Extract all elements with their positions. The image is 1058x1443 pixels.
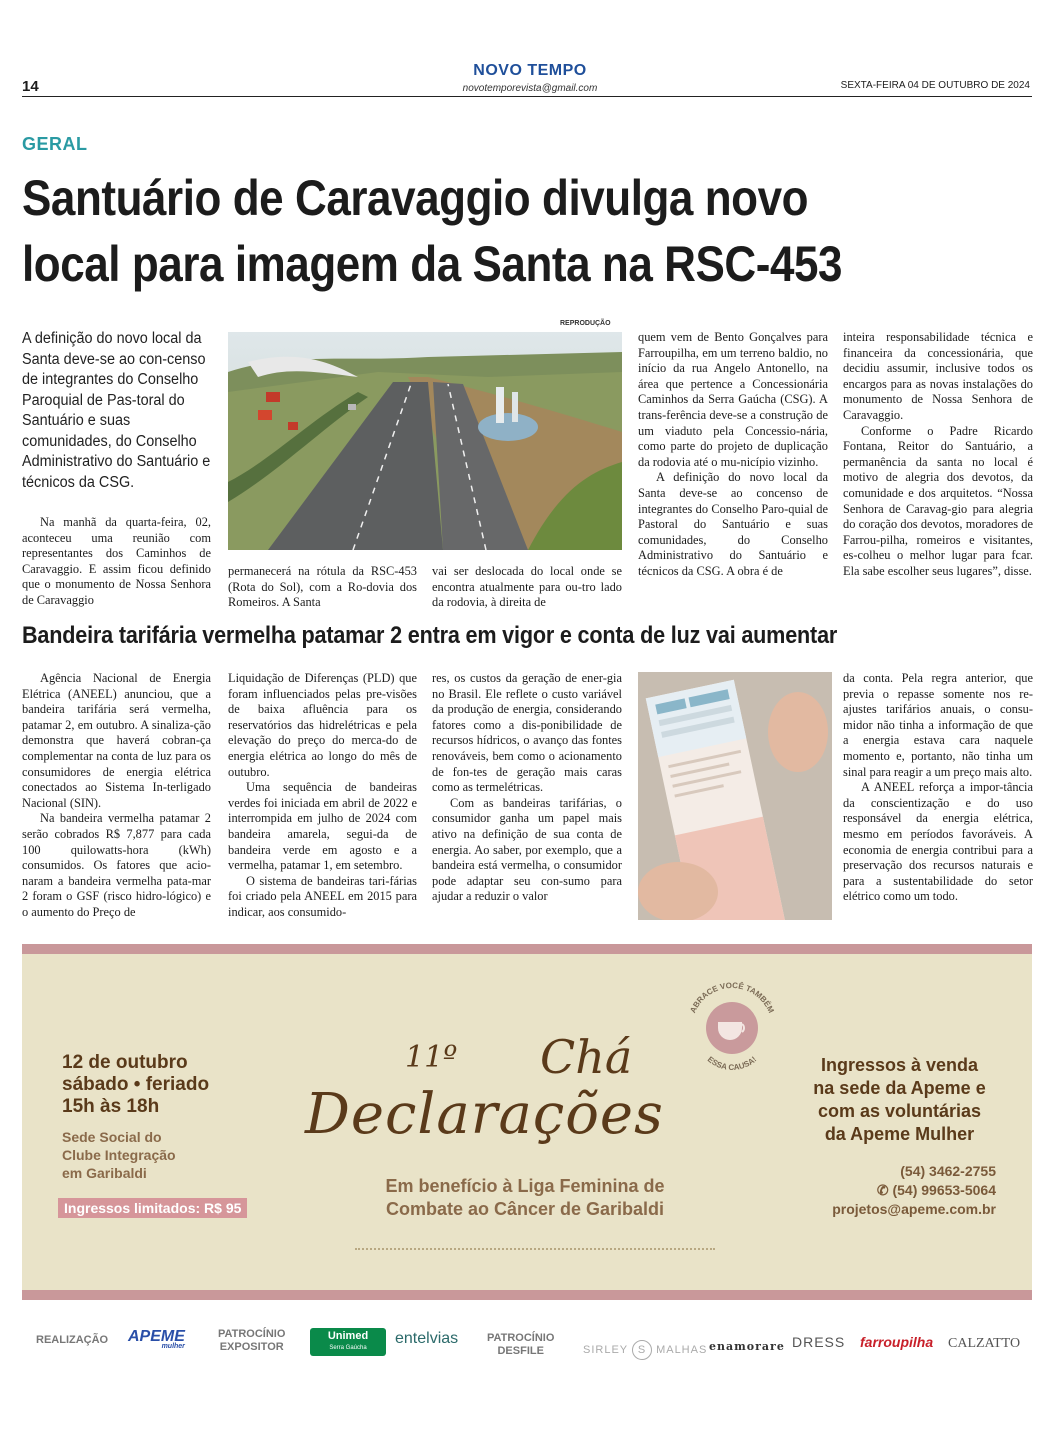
venue-line: em Garibaldi <box>62 1165 147 1181</box>
dateline: SEXTA-FEIRA 04 DE OUTUBRO DE 2024 <box>840 80 1030 91</box>
photo-credit: REPRODUÇÃO <box>560 320 611 327</box>
sirley-malhas-logo <box>583 1340 707 1360</box>
realizacao-label: REALIZAÇÃO <box>36 1334 109 1346</box>
article2-column-3 <box>432 671 622 905</box>
paragraph: Na manhã da quarta-feira, 02, aconteceu uma reunião com representantes dos Caminhos de Caravaggio. E assim ficou definido que o monumento de Nossa Senhora de Caravaggio <box>22 515 211 607</box>
paragraph: inteira responsabilidade técnica e financeira da concessionária, que decidiu assumir, inclusive todos os encargos para as novas instalações do monumento de Nossa Senhora de Caravaggio. <box>843 330 1033 422</box>
ticket-line: da Apeme Mulher <box>824 1124 975 1144</box>
benefit-line: Em benefício à Liga Feminina de <box>385 1176 665 1196</box>
article1-column-1 <box>22 515 211 609</box>
apeme-logo <box>128 1330 185 1351</box>
apeme-sub: mulher <box>161 1343 185 1350</box>
paragraph: A definição do novo local da Santa deve-se ao concenso de integrantes do Conselho Paro-quial de Pastoral do Santuário e suas comunidades, do Conselho Administrativo do Santuário e técnicos da CSG. A obra é de <box>638 470 828 578</box>
venue-line: Clube Integração <box>62 1147 176 1163</box>
badge-top-text: ABRACE VOCÊ TAMBÉM <box>688 980 776 1015</box>
paragraph: Na bandeira vermelha patamar 2 serão cobrados R$ 7,877 para cada 100 quilowatts-hora (kWh) consumidos. Os fatores que acio-naram a bandeira vermelha pata-mar 2 foram o GSF (risco hidro-lógico) e o aumento do Preço de <box>22 811 211 919</box>
masthead: NOVO TEMPO <box>473 62 587 79</box>
venue-line: Sede Social do <box>62 1129 162 1145</box>
paragraph: vai ser deslocada do local onde se encontra atualmente para ou-tro lado da rodovia, à direita de <box>432 564 622 610</box>
ad-bottom-band <box>22 1290 1032 1300</box>
article1-column-3 <box>432 564 622 611</box>
phone-number: (54) 3462-2755 <box>900 1163 996 1179</box>
whatsapp-line <box>780 1181 996 1200</box>
paragraph: Com as bandeiras tarifárias, o consumidor ganha um papel mais ativo na definição de sua conta de energia. Ao saber, por exemplo, que a bandeira está vermelha, o consumidor pode adaptar seu con-sumo para ajudar a reduzir o valor <box>432 795 622 904</box>
ad-dotted-divider <box>355 1248 715 1250</box>
benefit-line: Combate ao Câncer de Garibaldi <box>385 1199 665 1219</box>
ticket-price-badge: Ingressos limitados: R$ 95 <box>58 1198 247 1218</box>
event-title-line-1: Chá <box>540 1030 633 1084</box>
label-line: PATROCÍNIO <box>218 1328 286 1340</box>
whatsapp-number: (54) 99653-5064 <box>892 1182 996 1198</box>
calzatto-logo: CALZATTO <box>948 1336 1021 1351</box>
contact-email: projetos@apeme.com.br <box>832 1201 996 1217</box>
event-time-line: 15h às 18h <box>62 1096 160 1117</box>
paragraph: O sistema de bandeiras tari-fárias foi criado pela ANEEL em 2015 para indicar, aos consumido- <box>228 873 417 919</box>
patrocinio-desfile-label <box>487 1332 554 1358</box>
article-lead: A definição do novo local da Santa deve-se ao con-censo de integrantes do Conselho Paroquial de Pas-toral do Santuário e suas comunidades, do Conselho Administrativo do Santuário e técnicos da CSG. <box>22 330 211 491</box>
label-line: DESFILE <box>497 1345 544 1357</box>
road-monument-photo <box>228 332 622 550</box>
paragraph: permanecerá na rótula da RSC-453 (Rota do Sol), com a Ro-dovia dos Romeiros. A Santa <box>228 564 417 610</box>
event-edition: 11º <box>405 1040 458 1075</box>
section-label: GERAL <box>22 134 88 154</box>
ad-contacts <box>780 1162 996 1219</box>
whatsapp-icon: ✆ <box>876 1182 889 1198</box>
article2-column-1 <box>22 671 211 921</box>
road-rendering-image <box>228 332 622 550</box>
farroupilha-logo: farroupilha <box>860 1334 934 1350</box>
svg-text:ESSA CAUSA! <box>706 1055 758 1072</box>
patrocinio-expositor-label <box>218 1328 285 1354</box>
event-title-line-2: Declarações <box>305 1082 664 1147</box>
cause-badge <box>676 972 788 1084</box>
paragraph: quem vem de Bento Gonçalves para Farroupilha, em um terreno baldio, no início da rua Angelo Antonello, na área que pertence a Concessionária Caminhos da Serra Gaúcha (CSG). A trans-ferência deve-se a construção de um viaduto pela Concessio-nária, como parte do projeto de duplicação da rodovia até o mu-nicípio vizinho. <box>638 330 828 469</box>
sponsors-strip <box>22 1318 1032 1368</box>
badge-bottom-text: ESSA CAUSA! <box>705 1054 759 1073</box>
unimed-logo <box>310 1328 386 1356</box>
article2-headline: Bandeira tarifária vermelha patamar 2 entra em vigor e conta de luz vai aumentar <box>22 622 838 649</box>
electricity-bill-photo <box>638 672 832 920</box>
entelvias-logo: entelvias <box>395 1330 459 1347</box>
unimed-sub: Serra Gaúcha <box>329 1345 367 1351</box>
apeme-name: APEME <box>128 1328 185 1345</box>
unimed-name: Unimed <box>327 1330 369 1342</box>
paragraph: Conforme o Padre Ricardo Fontana, Reitor do Santuário, a permanência da santa no local é motivo de alegria dos devotos, da comunidade e dos arquitetos. “Nossa Senhora de Caravag-gio para alegria do coração dos devotos, moradores de Farrou-pilha, romeiros e visitantes, es-colheu o melhor lugar para fcar. Ela sabe escolher seus lugares”, disse. <box>843 423 1033 578</box>
paragraph: Agência Nacional de Energia Elétrica (ANEEL) anunciou, que a bandeira tarifária será vermelha, patamar 2, em outubro. A sinaliza-ção demonstra que haverá cobran-ça complementar na conta de luz para os consumidores de energia elétrica conectados ao Sistema In-terligado Nacional (SIN). <box>22 671 211 810</box>
paragraph: da conta. Pela regra anterior, que previa o repasse somente nos re-ajustes tarifários anuais, o consu-midor não tinha a informação de que a energia estava cara naquele momento e, portanto, não tinha um sinal para reagir a um preço mais alto. <box>843 671 1033 779</box>
paragraph: Liquidação de Diferenças (PLD) que foram influenciados pelas pre-visões de baixa afluência para os reservatórios das hidrelétricas e pela elevação do preço do merca-do de energia elétrica ao longo do mês de outubro. <box>228 671 417 779</box>
ticket-line: com as voluntárias <box>817 1101 982 1121</box>
page-number: 14 <box>22 78 39 95</box>
enamorare-logo: enamorare <box>709 1340 785 1353</box>
bill-in-hands-image <box>638 672 832 920</box>
ticket-line: Ingressos à venda <box>820 1055 979 1075</box>
article2-column-2 <box>228 671 417 921</box>
ticket-sales-info <box>782 1054 1017 1146</box>
event-date-line: 12 de outubro <box>62 1052 188 1073</box>
event-benefit <box>330 1175 720 1221</box>
masthead-email: novotemporevista@gmail.com <box>462 83 598 94</box>
event-venue <box>62 1128 176 1182</box>
article1-column-5 <box>843 330 1033 580</box>
paragraph: Uma sequência de bandeiras verdes foi iniciada em abril de 2022 e interrompida em julho de 2024 com bandeira amarela, segui-da de bandeira verde em agosto e a vermelha, patamar 1, em setembro. <box>228 780 417 873</box>
event-day-line: sábado • feriado <box>62 1074 210 1095</box>
sirley-s-icon: S <box>632 1340 652 1360</box>
headline-line-2: local para imagem da Santa na RSC-453 <box>22 236 843 292</box>
headline-line-1: Santuário de Caravaggio divulga novo <box>22 170 809 226</box>
paragraph: A ANEEL reforça a impor-tância da conscientização e do uso responsável da energia elétrica, mesmo em períodos favoráveis. A economia de energia contribui para a preservação dos recursos naturais e para a sustentabilidade do setor elétrico como um todo. <box>843 780 1033 904</box>
article1-column-2 <box>228 564 417 611</box>
dress-logo: DRESS <box>792 1334 846 1350</box>
teacup-badge-icon <box>676 972 788 1084</box>
header-rule <box>22 96 1032 97</box>
paragraph: res, os custos da geração de ener-gia no Brasil. Ele reflete o custo variável da produção de energia, considerando fatores como a dis-ponibilidade de recursos hídricos, o avanço das fontes renováveis, bem como o acionamento de fon-tes de geração mais caras como as termelétricas. <box>432 671 622 795</box>
ticket-line: na sede da Apeme e <box>813 1078 986 1098</box>
sirley-name: SIRLEY <box>583 1343 628 1356</box>
article-headline <box>22 165 1025 297</box>
malhas-name: MALHAS <box>656 1343 708 1356</box>
label-line: PATROCÍNIO <box>487 1332 555 1344</box>
event-date <box>62 1052 209 1118</box>
ad-top-band <box>22 944 1032 954</box>
article2-column-4 <box>843 671 1033 905</box>
article1-column-4 <box>638 330 828 580</box>
label-line: EXPOSITOR <box>219 1341 284 1353</box>
